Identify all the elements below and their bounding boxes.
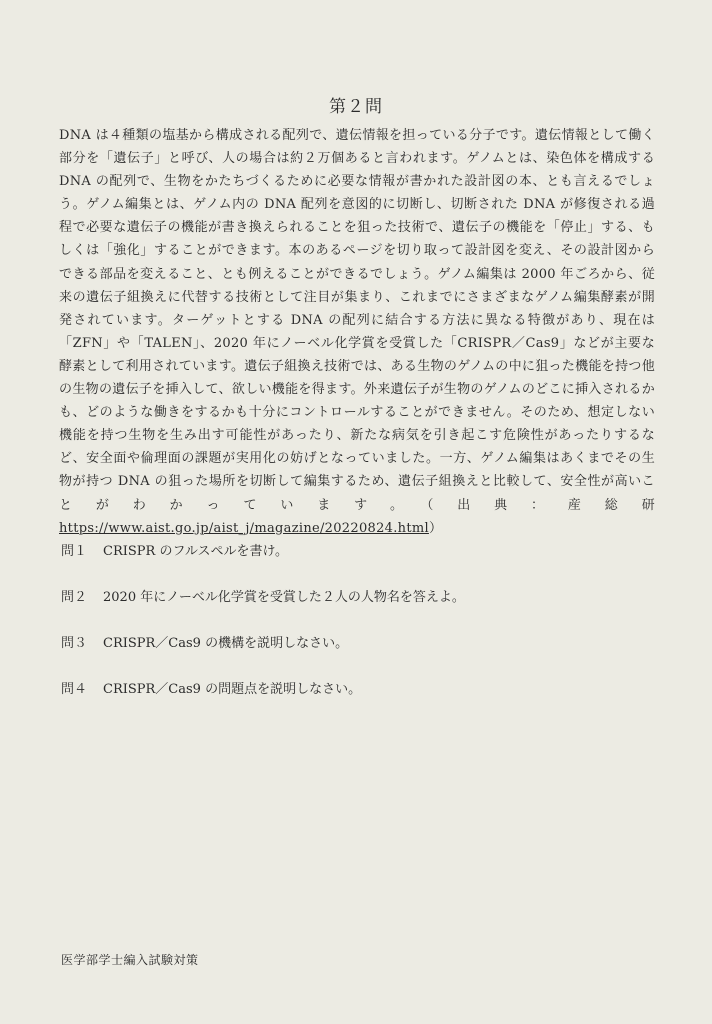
question-4 [61,676,651,698]
page-title: 第２問 [329,97,383,117]
passage-body: DNA は４種類の塩基から構成される配列で、遺伝情報を担っている分子です。遺伝情報として働く部分を「遺伝子」と呼び、人の場合は約２万個あると言われます。ゲノムとは、染色体を構成する DNA の配列で、生物をかたちづくるために必要な情報が書かれた設計図の本、とも言えるでしょう。ゲノム編集とは、ゲノム内の DNA 配列を意図的に切断し、切断された DNA が修復される過程で必要な遺伝子の機能が書き換えられることを狙った技術で、遺伝子の機能を「停止」する、もしくは「強化」することができます。本のあるページを切り取って設計図を変え、その設計図からできる部品を変えること、とも例えることができるでしょう。ゲノム編集は 2000 年ごろから、従来の遺伝子組換えに代替する技術として注目が集まり、これまでにさまざまなゲノム編集酵素が開発されています。ターゲットとする DNA の配列に結合する方法に異なる特徴があり、現在は「ZFN」や「TALEN」、2020 年にノーベル化学賞を受賞した「CRISPR／Cas9」などが主要な酵素として利用されています。遺伝子組換え技術では、ある生物のゲノムの中に狙った機能を持つ他の生物の遺伝子を挿入して、欲しい機能を得ます。外来遺伝子が生物のゲノムのどこに挿入されるかも、どのような働きをするかも十分にコントロールすることができません。そのため、想定しない機能を持つ生物を生み出す可能性があったり、新たな病気を引き起こす危険性があったりするなど、安全面や倫理面の課題が実用化の妨げとなっていました。一方、ゲノム編集はあくまでその生物が持つ DNA の狙った場所を切断して編集するため、遺伝子組換えと比較して、安全性が高いことがわかっています。 [59,128,655,513]
question-1 [61,538,651,560]
question-number: 問３ [61,635,88,651]
question-number: 問２ [61,589,88,605]
question-number: 問４ [61,681,88,697]
question-text: CRISPR／Cas9 の機構を説明しなさい。 [103,635,349,651]
reading-passage [59,124,655,540]
source-suffix: ） [428,520,443,536]
source-link[interactable]: https://www.aist.go.jp/aist_j/magazine/20220824.html [59,520,429,536]
question-number: 問１ [61,543,88,559]
question-3 [61,630,651,652]
question-text: CRISPR のフルスペルを書け。 [103,543,289,559]
question-text: 2020 年にノーベル化学賞を受賞した２人の人物名を答えよ。 [103,589,465,605]
source-prefix: （出典：産総研 [426,497,655,513]
question-text: CRISPR／Cas9 の問題点を説明しなさい。 [103,681,362,697]
footer-label: 医学部学士編入試験対策 [61,953,199,967]
question-list [61,538,651,722]
question-2 [61,584,651,606]
